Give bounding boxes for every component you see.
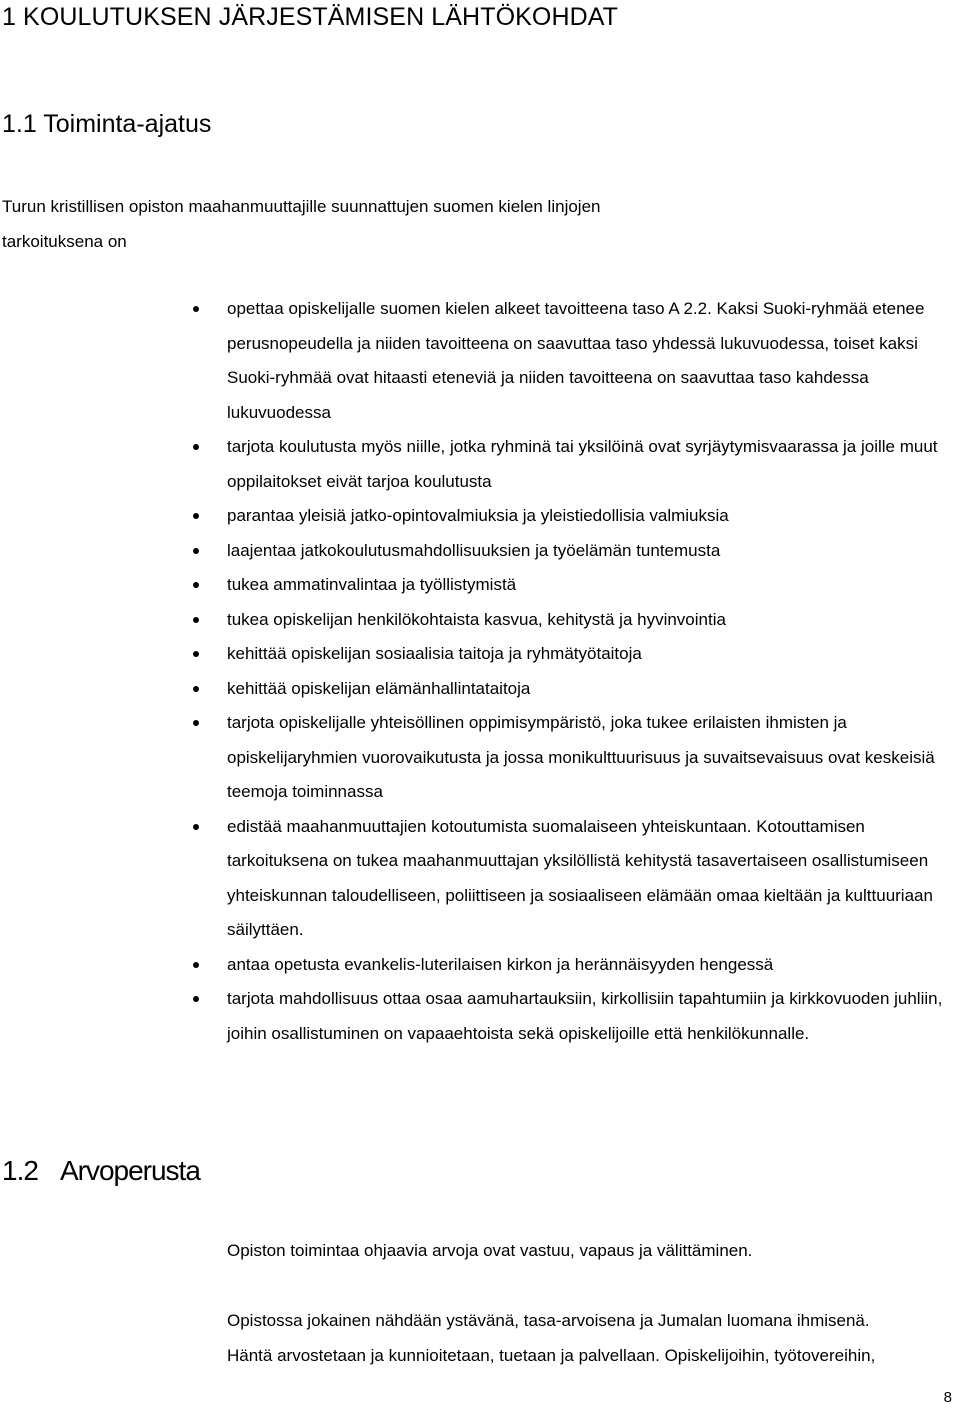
respect-paragraph <box>227 1304 952 1373</box>
bullet-icon <box>193 824 199 830</box>
bullet-icon <box>193 962 199 968</box>
goals-list <box>0 292 960 1051</box>
list-item-text: antaa opetusta evankelis-luterilaisen kirkon ja herännäisyyden hengessä <box>227 954 774 974</box>
page-number: 8 <box>943 1389 952 1406</box>
intro-paragraph <box>2 190 742 259</box>
list-item-text: tarjota opiskelijalle yhteisöllinen oppimisympäristö, joka tukee erilaisten ihmisten ja opiskelijaryhmien vuorovaikutusta ja jossa monikulttuurisuus ja suvaitsevaisuus ovat keskeisiä teemoja toiminnassa <box>227 713 935 801</box>
section-number: 1.2 <box>2 1155 38 1186</box>
section-title: Arvoperusta <box>59 1155 200 1186</box>
respect-line-1: Opistossa jokainen nähdään ystävänä, tasa-arvoisena ja Jumalan luomana ihmisenä. <box>227 1311 870 1330</box>
intro-line-1: Turun kristillisen opiston maahanmuuttajille suunnattujen suomen kielen linjojen <box>2 197 601 216</box>
bullet-icon <box>193 444 199 450</box>
list-item <box>0 292 960 430</box>
respect-line-2: Häntä arvostetaan ja kunnioitetaan, tuetaan ja palvellaan. Opiskelijoihin, työtovereihin, <box>227 1345 876 1365</box>
bullet-icon <box>193 617 199 623</box>
list-item <box>0 672 960 707</box>
bullet-icon <box>193 996 199 1002</box>
list-item-text: kehittää opiskelijan elämänhallintataitoja <box>227 678 531 698</box>
bullet-icon <box>193 582 199 588</box>
list-item-text: parantaa yleisiä jatko-opintovalmiuksia ja yleistiedollisia valmiuksia <box>227 506 729 525</box>
bullet-icon <box>193 651 199 657</box>
values-paragraph: Opiston toimintaa ohjaavia arvoja ovat vastuu, vapaus ja välittäminen. <box>227 1241 753 1260</box>
list-item-text: tarjota koulutusta myös niille, jotka ryhminä tai yksilöinä ovat syrjäytymisvaarassa ja joille muut oppilaitokset eivät tarjoa koulutusta <box>227 437 938 491</box>
list-item-text: kehittää opiskelijan sosiaalisia taitoja ja ryhmätyötaitoja <box>227 644 642 663</box>
list-item <box>0 982 960 1051</box>
section-heading-toiminta-ajatus: 1.1 Toiminta-ajatus <box>2 110 212 138</box>
intro-line-2: tarkoituksena on <box>2 231 127 251</box>
list-item <box>0 637 960 672</box>
list-item-text: opettaa opiskelijalle suomen kielen alkeet tavoitteena taso A 2.2. Kaksi Suoki-ryhmää etenee perusnopeudella ja niiden tavoitteena on saavuttaa taso yhdessä lukuvuodessa, toiset kaksi Suoki-ryhmää ovat hitaasti eteneviä ja niiden tavoitteena on saavuttaa taso kahdessa lukuvuodessa <box>227 299 925 422</box>
chapter-heading: 1 KOULUTUKSEN JÄRJESTÄMISEN LÄHTÖKOHDAT <box>2 3 619 31</box>
list-item-text: tarjota mahdollisuus ottaa osaa aamuhartauksiin, kirkollisiin tapahtumiin ja kirkkovuoden juhliin, joihin osallistuminen on vapaaehtoista sekä opiskelijoille että henkilökunnalle. <box>227 989 943 1043</box>
bullet-icon <box>193 306 199 312</box>
list-item <box>0 706 960 810</box>
list-item-text: tukea ammatinvalintaa ja työllistymistä <box>227 575 517 594</box>
bullet-icon <box>193 513 199 519</box>
list-item <box>0 810 960 948</box>
bullet-icon <box>193 548 199 554</box>
bullet-icon <box>193 686 199 692</box>
list-item <box>0 948 960 983</box>
list-item <box>0 603 960 638</box>
list-item-text: tukea opiskelijan henkilökohtaista kasvua, kehitystä ja hyvinvointia <box>227 609 726 629</box>
list-item-text: edistää maahanmuuttajien kotoutumista suomalaiseen yhteiskuntaan. Kotouttamisen tarkoituksena on tukea maahanmuuttajan yksilöllistä kehitystä tasavertaiseen osallistumiseen yhteiskunnan taloudelliseen, poliittiseen ja sosiaaliseen elämään omaa kieltään ja kulttuuriaan säilyttäen. <box>227 816 933 939</box>
list-item-text: laajentaa jatkokoulutusmahdollisuuksien ja työelämän tuntemusta <box>227 540 721 560</box>
list-item <box>0 534 960 569</box>
list-item <box>0 499 960 534</box>
list-item <box>0 430 960 499</box>
bullet-icon <box>193 720 199 726</box>
section-heading-arvoperusta <box>2 1151 200 1191</box>
list-item <box>0 568 960 603</box>
